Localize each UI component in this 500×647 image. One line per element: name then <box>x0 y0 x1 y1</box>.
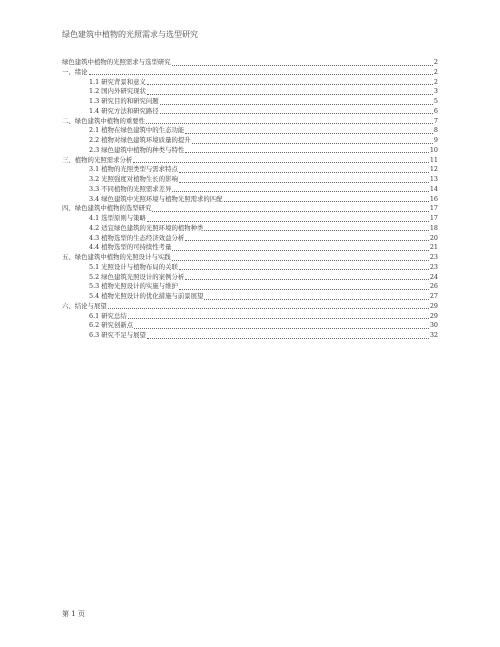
toc-entry-title: 研究背景和意义 <box>101 77 146 86</box>
toc-entry-title: 选型原则与策略 <box>101 214 146 222</box>
toc-entry[interactable] <box>62 195 438 205</box>
toc-entry-number: 6.1 <box>89 311 100 320</box>
toc-entry-number: 3.4 <box>89 194 100 203</box>
toc-entry-title: 植物光照设计的优化措施与前景展望 <box>101 292 204 300</box>
toc-entry-page-number: 2 <box>433 67 438 76</box>
toc-entry-number: 5.3 <box>89 282 100 291</box>
toc-dot-leader <box>185 240 429 241</box>
toc-entry-number: 1.2 <box>89 87 100 96</box>
toc-dot-leader <box>179 172 429 173</box>
toc-dot-leader <box>172 250 428 251</box>
toc-entry-page-number: 32 <box>429 331 438 339</box>
toc-entry-page-number: 2 <box>433 58 438 66</box>
toc-dot-leader <box>89 74 433 75</box>
toc-entry[interactable] <box>62 292 438 302</box>
toc-dot-leader <box>204 230 428 231</box>
toc-entry-page-number: 5 <box>433 97 438 105</box>
toc-entry[interactable] <box>62 185 438 195</box>
toc-entry-title: 植物对绿色建筑环境质量的提升 <box>101 136 191 144</box>
toc-dot-leader <box>172 260 429 261</box>
toc-dot-leader <box>179 269 429 270</box>
toc-entry-number: 3.2 <box>89 175 100 183</box>
toc-entry-page-number: 13 <box>429 175 438 183</box>
toc-entry-number: 2.1 <box>89 126 100 135</box>
toc-dot-leader <box>108 308 429 309</box>
toc-entry-page-number: 3 <box>433 87 438 96</box>
toc-entry-title: 国内外研究现状 <box>101 87 146 96</box>
toc-entry-title: 四、绿色建筑中植物的选型研究 <box>62 204 152 213</box>
toc-entry-page-number: 12 <box>429 165 438 174</box>
toc-dot-leader <box>152 211 428 212</box>
toc-entry-page-number: 10 <box>429 145 438 154</box>
toc-entry-page-number: 24 <box>429 272 438 281</box>
toc-entry-number: 1.4 <box>89 106 100 115</box>
toc-entry-page-number: 9 <box>433 136 438 144</box>
toc-entry-title: 绿色建筑中植物的光照需求与选型研究 <box>62 58 171 66</box>
table-of-contents <box>62 58 438 341</box>
toc-entry[interactable] <box>62 321 438 331</box>
toc-entry-page-number: 18 <box>429 223 438 232</box>
toc-entry-number: 1.3 <box>89 97 100 105</box>
toc-entry-number: 3.3 <box>89 184 100 193</box>
toc-entry-page-number: 14 <box>429 184 438 193</box>
toc-dot-leader <box>224 201 429 202</box>
toc-entry-title: 研究不足与展望 <box>101 331 146 339</box>
toc-dot-leader <box>192 143 433 144</box>
toc-dot-leader <box>134 328 429 329</box>
toc-entry[interactable] <box>62 156 438 166</box>
toc-dot-leader <box>147 94 433 95</box>
toc-entry-number: 5.2 <box>89 272 100 281</box>
toc-entry-page-number: 8 <box>433 126 438 135</box>
toc-entry-page-number: 26 <box>429 282 438 291</box>
toc-entry-page-number: 21 <box>429 243 438 252</box>
toc-entry-number: 5.1 <box>89 262 100 271</box>
toc-entry[interactable] <box>62 146 438 156</box>
toc-entry-page-number: 7 <box>433 116 438 125</box>
toc-entry-title: 植物选型的生态经济效益分析 <box>101 233 185 242</box>
toc-entry[interactable] <box>62 302 438 312</box>
toc-dot-leader <box>179 289 429 290</box>
toc-entry-page-number: 23 <box>429 253 438 261</box>
toc-dot-leader <box>147 84 433 85</box>
page-footer: 第 1 页 <box>62 610 85 618</box>
toc-entry[interactable] <box>62 107 438 117</box>
toc-entry-page-number: 29 <box>429 301 438 310</box>
toc-entry-page-number: 29 <box>429 311 438 320</box>
toc-entry-page-number: 30 <box>429 321 438 330</box>
toc-entry-title: 植物在绿色建筑中的生态功能 <box>101 126 185 135</box>
toc-entry-title: 绿色建筑中植物的种类与特性 <box>101 145 185 154</box>
toc-entry[interactable] <box>62 175 438 185</box>
toc-entry[interactable] <box>62 117 438 127</box>
toc-entry-title: 研究方法和研究路径 <box>101 106 159 115</box>
toc-entry[interactable] <box>62 312 438 322</box>
toc-entry-number: 3.1 <box>89 165 100 174</box>
toc-entry[interactable] <box>62 97 438 107</box>
toc-entry-page-number: 20 <box>429 233 438 242</box>
toc-entry[interactable] <box>62 78 438 88</box>
toc-entry-title: 光照设计与植物布局的关联 <box>101 262 178 271</box>
toc-entry[interactable] <box>62 243 438 253</box>
toc-dot-leader <box>160 113 433 114</box>
toc-entry-title: 绿色建筑光照设计的案例分析 <box>101 272 185 281</box>
toc-entry[interactable] <box>62 204 438 214</box>
toc-entry-title: 绿色建筑中光照环境与植物光照需求的匹配 <box>101 194 223 203</box>
toc-entry[interactable] <box>62 165 438 175</box>
toc-entry-number: 4.3 <box>89 233 100 242</box>
toc-entry[interactable] <box>62 224 438 234</box>
toc-dot-leader <box>185 279 429 280</box>
toc-entry-title: 适宜绿色建筑的光照环境的植物种类 <box>101 223 204 232</box>
toc-dot-leader <box>204 299 428 300</box>
toc-entry-title: 二、绿色建筑中植物的重要性 <box>62 116 146 125</box>
toc-dot-leader <box>128 318 429 319</box>
toc-entry[interactable] <box>62 331 438 341</box>
toc-entry[interactable] <box>62 273 438 283</box>
toc-dot-leader <box>146 123 433 124</box>
toc-dot-leader <box>185 133 433 134</box>
toc-entry[interactable] <box>62 136 438 146</box>
toc-entry-number: 6.2 <box>89 321 100 330</box>
toc-entry-title: 植物选型的可持续性考量 <box>101 243 172 252</box>
toc-entry[interactable] <box>62 282 438 292</box>
toc-entry-title: 光照强度对植物生长的影响 <box>101 175 178 183</box>
toc-entry-title: 一、绪论 <box>62 67 88 76</box>
toc-entry-number: 2.2 <box>89 136 100 144</box>
toc-entry-number: 1.1 <box>89 77 100 86</box>
toc-dot-leader <box>147 338 429 339</box>
toc-entry[interactable] <box>62 58 438 68</box>
toc-entry-page-number: 23 <box>429 262 438 271</box>
running-header: 绿色建筑中植物的光照需求与选型研究 <box>62 30 198 39</box>
toc-dot-leader <box>160 104 433 105</box>
toc-entry-title: 植物的光照类型与需求特点 <box>101 165 178 174</box>
toc-entry-page-number: 6 <box>433 106 438 115</box>
toc-entry-number: 5.4 <box>89 292 100 300</box>
toc-entry[interactable] <box>62 214 438 224</box>
toc-entry-title: 研究总结 <box>101 311 127 320</box>
toc-entry-page-number: 2 <box>433 77 438 86</box>
toc-entry-title: 三、植物的光照需求分析 <box>62 155 133 164</box>
toc-entry[interactable] <box>62 68 438 78</box>
toc-dot-leader <box>185 152 429 153</box>
toc-entry-title: 研究创新点 <box>101 321 134 330</box>
toc-entry[interactable] <box>62 126 438 136</box>
toc-entry-title: 不同植物的光照需求差异 <box>101 184 172 193</box>
toc-dot-leader <box>147 221 429 222</box>
toc-entry-page-number: 11 <box>429 155 438 164</box>
toc-entry-title: 植物光照设计的实施与维护 <box>101 282 178 291</box>
toc-entry-page-number: 27 <box>429 292 438 300</box>
toc-entry-title: 六、结论与展望 <box>62 301 107 310</box>
toc-entry-number: 4.2 <box>89 223 100 232</box>
toc-entry-page-number: 16 <box>429 194 438 203</box>
toc-entry-number: 2.3 <box>89 145 100 154</box>
toc-entry[interactable] <box>62 234 438 244</box>
toc-entry[interactable] <box>62 263 438 273</box>
toc-dot-leader <box>179 182 429 183</box>
toc-entry-number: 4.4 <box>89 243 100 252</box>
toc-entry-page-number: 17 <box>429 204 438 213</box>
toc-dot-leader <box>133 162 429 163</box>
toc-dot-leader <box>172 65 433 66</box>
toc-entry[interactable] <box>62 253 438 263</box>
toc-entry-number: 4.1 <box>89 214 100 222</box>
toc-entry-title: 研究目的和研究问题 <box>101 97 159 105</box>
toc-entry-number: 6.3 <box>89 331 100 339</box>
toc-entry-page-number: 17 <box>429 214 438 222</box>
toc-entry[interactable] <box>62 87 438 97</box>
toc-dot-leader <box>172 191 428 192</box>
toc-entry-title: 五、绿色建筑中植物的光照设计与实践 <box>62 253 171 261</box>
